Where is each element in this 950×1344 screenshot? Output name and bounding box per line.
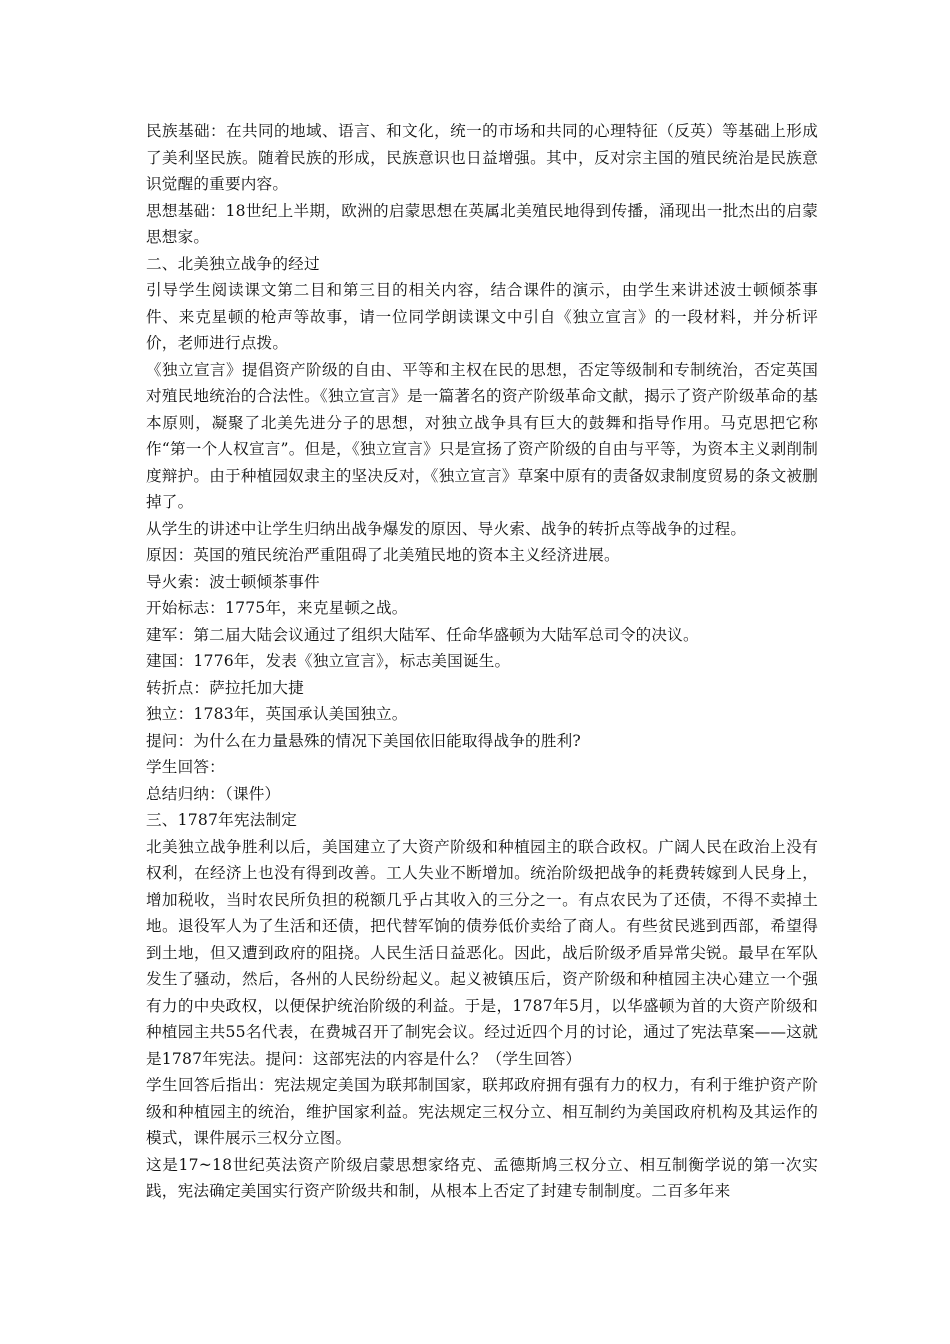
paragraph-summarize-process: 从学生的讲述中让学生归纳出战争爆发的原因、导火索、战争的转折点等战争的过程。 [146, 519, 747, 538]
section-heading-war-course: 二、北美独立战争的经过 [146, 254, 320, 273]
item-start-mark: 开始标志：1775年，来克星顿之战。 [146, 599, 408, 617]
paragraph-constitution-content: 学生回答后指出：宪法规定美国为联邦制国家，联邦政府拥有强有力的权力，有利于维护资产阶级和种植园主的统治，维护国家利益。宪法规定三权分立、相互制约为美国政府机构及其运作的模式，课件展示三权分立图。 [146, 1076, 818, 1147]
paragraph-separation-of-powers: 这是17~18世纪英法资产阶级启蒙思想家络克、孟德斯鸠三权分立、相互制衡学说的第一次实践，宪法确定美国实行资产阶级共和制，从根本上否定了封建专制制度。二百多年来 [146, 1155, 818, 1200]
paragraph-declaration: 《独立宣言》提倡资产阶级的自由、平等和主权在民的思想，否定等级制和专制统治，否定英国对殖民地统治的合法性。《独立宣言》是一篇著名的资产阶级革命文献，揭示了资产阶级革命的基本原则，凝聚了北美先进分子的思想，对独立战争具有巨大的鼓舞和指导作用。马克思把它称作“第一个人权宣言”。但是，《独立宣言》只是宣扬了资产阶级的自由与平等，为资本主义剥削制度辩护。由于种植园奴隶主的坚决反对，《独立宣言》草案中原有的责备奴隶制度贸易的条文被删掉了。 [146, 360, 818, 511]
item-cause: 原因：英国的殖民统治严重阻碍了北美殖民地的资本主义经济进展。 [146, 546, 620, 564]
paragraph-ethnic-basis: 民族基础：在共同的地域、语言、和文化，统一的市场和共同的心理特征（反英）等基础上形成了美利坚民族。随着民族的形成，民族意识也日益增强。其中，反对宗主国的殖民统治是民族意识觉醒的重要内容。 [146, 122, 818, 193]
item-question: 提问：为什么在力量悬殊的情况下美国依旧能取得战争的胜利? [146, 731, 581, 750]
item-summary: 总结归纳：（课件） [146, 784, 281, 803]
paragraph-ideological-basis: 思想基础：18世纪上半期，欧洲的启蒙思想在英属北美殖民地得到传播，涌现出一批杰出的启蒙思想家。 [146, 201, 818, 246]
item-independence: 独立：1783年，英国承认美国独立。 [146, 705, 408, 723]
item-turning-point: 转折点：萨拉托加大捷 [146, 678, 304, 697]
paragraph-guided-reading: 引导学生阅读课文第二目和第三目的相关内容，结合课件的演示，由学生来讲述波士顿倾茶事件、来克星顿的枪声等故事，请一位同学朗读课文中引自《独立宣言》的一段材料，并分析评价，老师进行点拨。 [146, 281, 818, 352]
section-heading-constitution: 三、1787年宪法制定 [146, 811, 298, 829]
item-nation-founding: 建国：1776年，发表《独立宣言》，标志美国诞生。 [146, 652, 511, 670]
document-body [146, 118, 818, 1205]
paragraph-postwar-situation: 北美独立战争胜利以后，美国建立了大资产阶级和种植园主的联合政权。广阔人民在政治上没有权利，在经济上也没有得到改善。工人失业不断增加。统治阶级把战争的耗费转嫁到人民身上，增加税收，当时农民所负担的税额几乎占其收入的三分之一。有点农民为了还债，不得不卖掉土地。退役军人为了生活和还债，把代替军饷的债券低价卖给了商人。有些贫民逃到西部，希望得到土地，但又遭到政府的阻挠。人民生活日益恶化。因此，战后阶级矛盾异常尖锐。最早在军队发生了骚动，然后，各州的人民纷纷起义。起义被镇压后，资产阶级和种植园主决心建立一个强有力的中央政权，以便保护统治阶级的利益。于是，1787年5月，以华盛顿为首的大资产阶级和种植园主共55名代表，在费城召开了制宪会议。经过近四个月的讨论，通过了宪法草案——这就是1787年宪法。提问：这部宪法的内容是什么？（学生回答） [146, 837, 818, 1068]
item-trigger: 导火索：波士顿倾茶事件 [146, 572, 320, 591]
item-army-founding: 建军：第二届大陆会议通过了组织大陆军、任命华盛顿为大陆军总司令的决议。 [146, 625, 699, 644]
item-student-answer: 学生回答： [146, 758, 225, 776]
